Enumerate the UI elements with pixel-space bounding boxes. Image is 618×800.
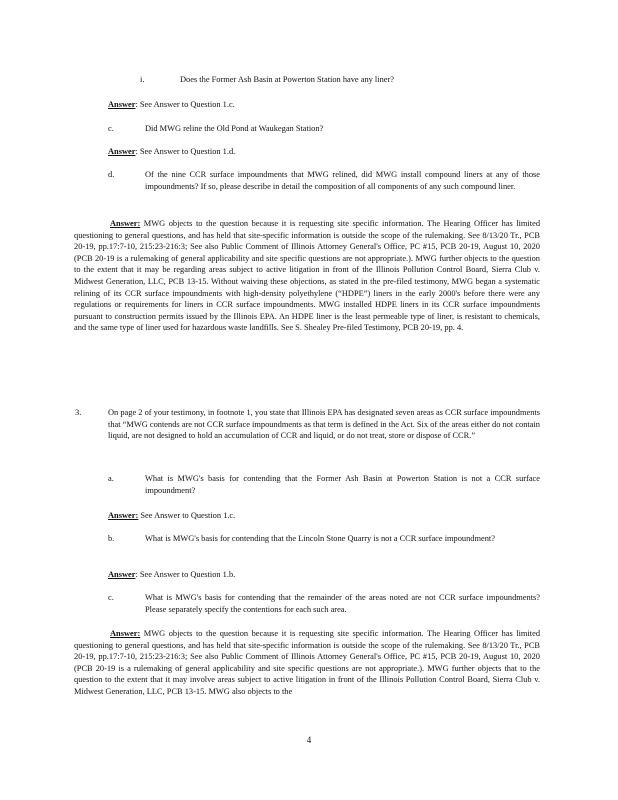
answer-text: : See Answer to Question 1.c. (135, 100, 235, 109)
answer-text: See Answer to Question 1.c. (140, 511, 236, 520)
question-3a-text: What is MWG's basis for contending that the Former Ash Basin at Powerton Station is not a CCR surface impoundment? (145, 474, 540, 495)
question-3c-text: What is MWG's basis for contending that the remainder of the areas noted are not CCR surface impoundments? Please separately specify the contentions for each such area. (145, 593, 540, 614)
answer-3a (108, 510, 408, 522)
answer-text: : See Answer to Question 1.b. (135, 570, 236, 579)
answer-paragraph-2-text: MWG objects to the question because it is requesting site specific information. The Hearing Officer has limited questioning to general questions, and has held that site-specific information is outside the scope of the rulemaking. See 8/13/20 Tr., PCB 20-19, pp.17:7-10, 215:23-216:3; See also Public Comment of Illinois Attorney General's Office, PC #15, PCB 20-19, August 10, 2020 (PCB 20-19 is a rulemaking of general applicability and site specific questions are not appropriate.). MWG further objects that to the question to the extent that it may involve areas subject to active litigation in front of the Illinois Pollution Control Board, Sierra Club v. Midwest Generation, LLC, PCB 13-15. MWG also objects to the (74, 629, 541, 696)
question-3b-text: What is MWG's basis for contending that the Lincoln Stone Quarry is not a CCR surface impoundment? (145, 534, 495, 543)
item-marker-i: i. (140, 75, 145, 84)
answer-i (108, 99, 408, 111)
question-3-text: On page 2 of your testimony, in footnote 1, you state that Illinois EPA has designated seven areas as CCR surface impoundments that “MWG contends are not CCR surface impoundments as that term is defined in the Act. Six of the areas either do not contain liquid, are not designed to hold an accumulation of CCR and liquid, or do not treat, store or dispose of CCR.” (108, 408, 540, 441)
answer-label: Answer: (108, 511, 139, 520)
answer-label: Answer (108, 147, 136, 156)
answer-paragraph-1 (74, 218, 540, 334)
item-marker-c: c. (108, 124, 114, 133)
question-3-number: 3. (75, 408, 82, 417)
answer-paragraph-1-text: MWG objects to the question because it is requesting site specific information. The Hearing Officer has limited questioning to general questions, and has held that site-specific information is outside the scope of the rulemaking. See 8/13/20 Tr., PCB 20-19, pp.17:7-10, 215:23-216:3; See also Public Comment of Illinois Attorney General's Office, PC #15, PCB 20-19, August 10, 2020 (PCB 20-19 is a rulemaking of general applicability and site specific questions are not appropriate.). MWG further objects to the question to the extent that it may be regarding areas subject to active litigation in front of the Illinois Pollution Control Board, Sierra Club v. Midwest Generation, LLC, PCB 13-15. Without waiving these objections, as stated in the pre-filed testimony, MWG began a systematic relining of its CCR surface impoundments with high-density polyethylene (“HDPE”) liners in the early 2000's before there were any regulations or requirements for liners in CCR surface impoundments. MWG installed HDPE liners in its CCR surface impoundments pursuant to construction permits issued by the Illinois EPA. An HDPE liner is the least permeable type of liner, is resistant to chemicals, and the same type of liner used for hazardous waste landfills. See S. Shealey Pre-filed Testimony, PCB 20-19, pp. 4. (74, 219, 541, 333)
question-i-text: Does the Former Ash Basin at Powerton Station have any liner? (180, 75, 394, 84)
answer-label: Answer: (110, 219, 141, 228)
item-marker-d: d. (108, 170, 115, 179)
item-marker-3b: b. (108, 534, 115, 543)
answer-c (108, 146, 408, 158)
answer-label: Answer: (110, 629, 141, 638)
page-number: 4 (306, 735, 312, 745)
answer-paragraph-2 (74, 628, 540, 698)
answer-label: Answer (108, 570, 136, 579)
question-d-text: Of the nine CCR surface impoundments that MWG relined, did MWG install compound liners at any of those impoundments? If so, please describe in detail the composition of all components of any such compound liner. (145, 170, 540, 191)
answer-label: Answer (108, 100, 136, 109)
question-c-text: Did MWG reline the Old Pond at Waukegan Station? (145, 124, 324, 133)
answer-text: : See Answer to Question 1.d. (135, 147, 236, 156)
answer-3b (108, 569, 408, 581)
item-marker-3a: a. (108, 474, 114, 483)
item-marker-3c: c. (108, 593, 114, 602)
